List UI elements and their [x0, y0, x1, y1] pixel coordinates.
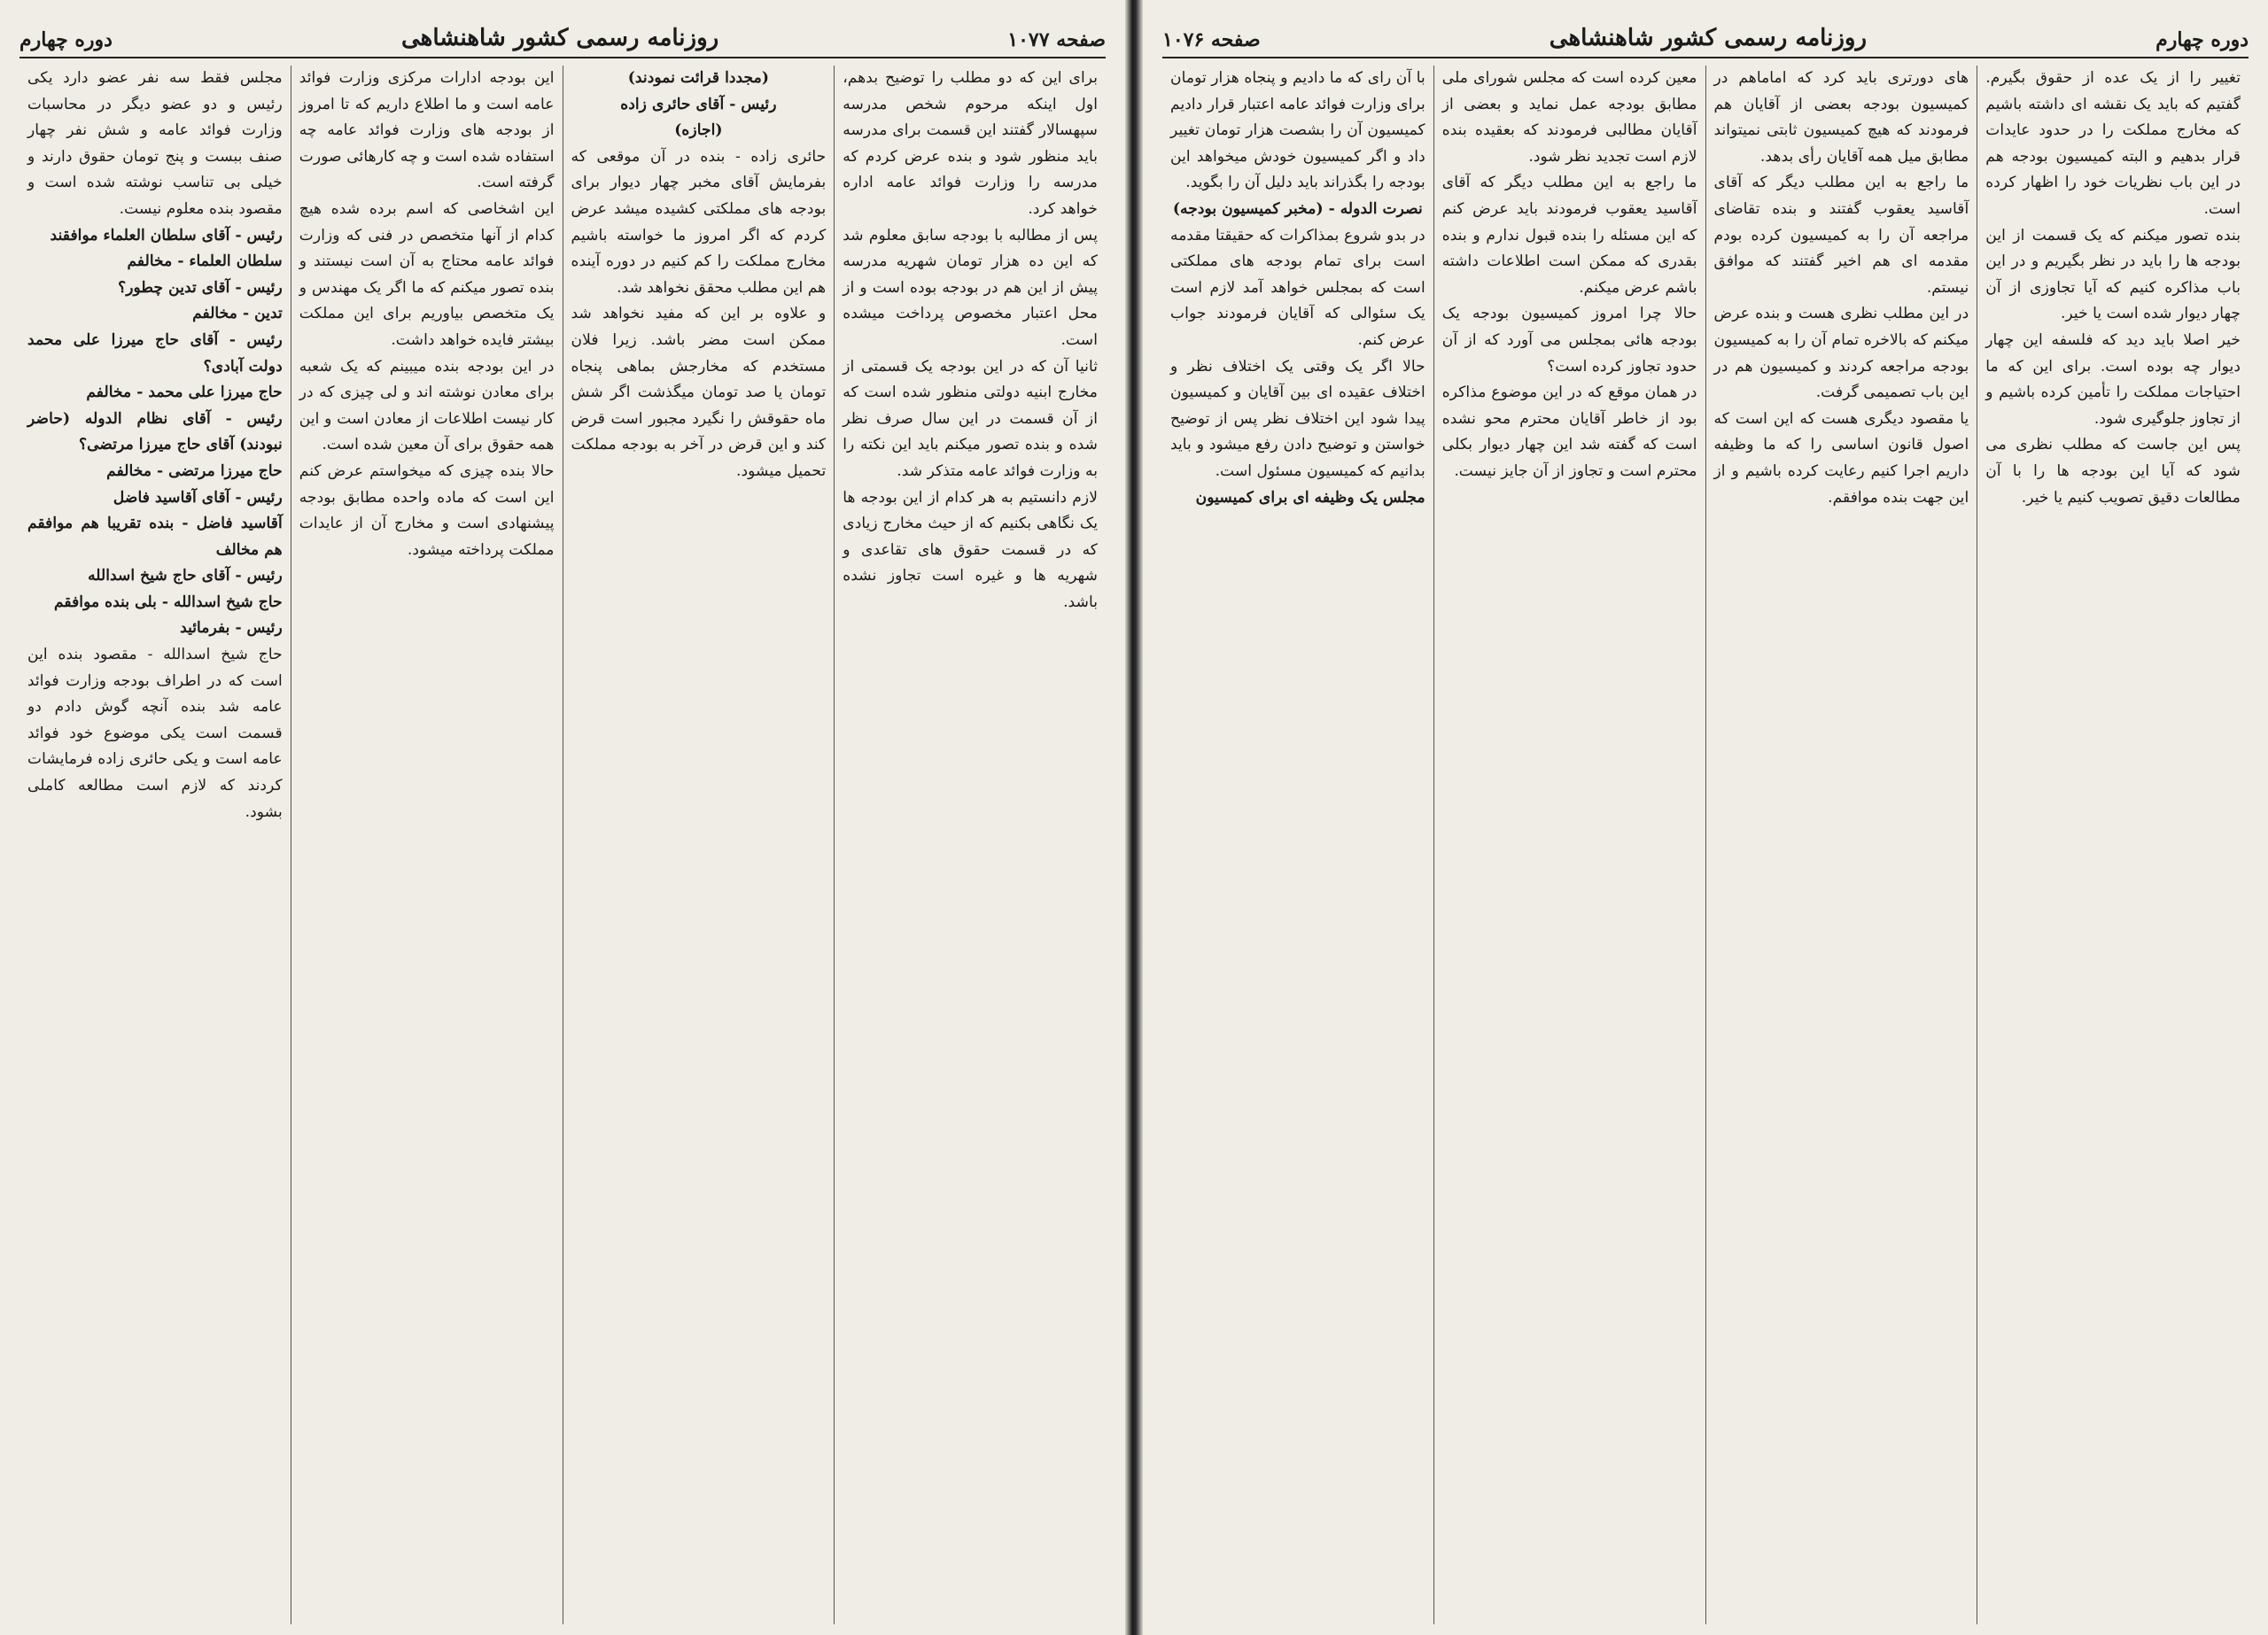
right-period-label: دوره چهارم	[2155, 28, 2249, 51]
paragraph: این اشخاصی که اسم برده شده هیچ کدام از آنها متخصص در فنی که وزارت فوائد عامه محتاج به آن است نیستند و بنده تصور میکنم که ما اگر یک مهندس و یک متخصص بیاوریم برای این مملکت بیشتر فایده خواهد داشت.	[299, 199, 555, 349]
left-page	[0, 0, 1125, 1635]
speaker-line: رئیس - آقای حائری زاده	[620, 95, 777, 113]
right-page-header	[1162, 16, 2249, 58]
vote-line: رئیس - آقای نظام الدوله (حاضر نبودند) آقای حاج میرزا مرتضی؟	[27, 409, 283, 454]
speaker-line: نصرت الدوله - (مخبر کمیسیون بودجه)	[1172, 199, 1423, 218]
vote-line: رئیس - آقای آقاسید فاضل	[113, 488, 283, 507]
vote-line: رئیس - بفرمائید	[180, 619, 283, 638]
paragraph: با آن رای که ما دادیم و پنجاه هزار تومان برای وزارت فوائد عامه اعتبار قرار دادیم کمیسیون آن را بشصت هزار تومان تغییر داد و اگر کمیسیون خودش میخواهد این بودجه را بگذراند باید دلیل آن را بگوید.	[1170, 69, 1425, 192]
paragraph: پس این جاست که مطلب نظری می شود که آیا این بودجه ها را با آن مطالعات دقیق تصویب کنیم یا خیر.	[1985, 436, 2241, 507]
paragraph: حالا بنده چیزی که میخواستم عرض کنم این است که ماده واحده مطابق بودجه پیشنهادی است و مخارج آن از عایدات مملکت پرداخته میشود.	[299, 461, 555, 559]
paragraph: و علاوه بر این که مفید نخواهد شد ممکن است مضر باشد. زیرا فلان مستخدم که مخارجش بماهی پنجاه تومان یا صد تومان میگذشت اگر شش ماه حقوقش را نگیرد مجبور است قرض کند و این قرض در آخر به بودجه مملکت تحمیل میشود.	[571, 305, 827, 480]
vote-line: حاج شیخ اسدالله - بلی بنده موافقم	[53, 593, 283, 611]
vote-line: حاج میرزا مرتضی - مخالفم	[106, 461, 283, 480]
paragraph: تغییر را از یک عده از حقوق بگیرم. گفتیم که باید یک نقشه ای داشته باشیم که مخارج مملکت را در حدود عایدات قرار بدهیم و البته کمیسیون بودجه هم در این باب نظریات خود را اظهار کرده است.	[1985, 69, 2241, 218]
paragraph: پس از مطالبه با بودجه سابق معلوم شد که این ده هزار تومان شهریه مدرسه پیش از این هم در بودجه بوده است و از محل اعتبار مخصوص پرداخت میشده است.	[843, 226, 1098, 349]
paragraph: یا مقصود دیگری هست که این است که اصول قانون اساسی را که ما وظیفه داریم اجرا کنیم رعایت کرده باشیم و از این جهت بنده موافقم.	[1713, 409, 1969, 507]
paragraph: در این بودجه بنده میبینم که یک شعبه برای معادن نوشته اند و لی چیزی که در کار نیست اطلاعات از معادن است و این همه حقوق برای آن معین شده است.	[299, 357, 555, 454]
paragraph: حالا اگر یک وقتی یک اختلاف نظر و اختلاف عقیده ای بین آقایان و کمیسیون پیدا شود این اختلاف نظر پس از توضیح خواستن و توضیح دادن رفع میشود و باید بدانیم که کمیسیون مسئول است.	[1170, 357, 1425, 480]
paragraph: ثانیا آن که در این بودجه یک قسمتی از مخارج ابنیه دولتی منظور شده است که از آن قسمت در این سال صرف نظر شده و بنده تصور میکنم باید این نکته را به وزارت فوائد عامه متذکر شد.	[843, 357, 1098, 480]
left-column-3	[291, 66, 563, 1624]
right-columns	[1162, 66, 2249, 1624]
right-page	[1143, 0, 2268, 1635]
paragraph: حاج شیخ اسدالله - مقصود بنده این است که در اطراف بودجه وزارت فوائد عامه شد بنده آنچه گوش دادم دو قسمت است یکی موضوع خود فوائد عامه است و یکی حائری زاده فرمایشات کردند که لازم است مطالعه کاملی بشود.	[27, 646, 283, 821]
right-column-1	[1977, 66, 2249, 1624]
paragraph: ما راجع به این مطلب دیگر که آقای آقاسید یعقوب گفتند و بنده تقاضای مراجعه آن را به کمیسیون کرده بودم مقدمه ای هم اخیر گفتند که موافق نیستم.	[1713, 174, 1969, 297]
paragraph: های دورتری باید کرد که اماماهم در کمیسیون بودجه بعضی از آقایان هم فرمودند که هیچ کمیسیون ثابتی نمیتواند مطابق میل همه آقایان رأی بدهد.	[1713, 69, 1969, 166]
paragraph: معین کرده است که مجلس شورای ملی مطابق بودجه عمل نماید و بعضی از آقایان مطالبی فرمودند که بعقیده بنده لازم است تجدید نظر شود.	[1441, 69, 1697, 166]
paragraph: در بدو شروع بمذاکرات که حقیقتا مقدمه است برای تمام بودجه های مملکتی است که بمجلس خواهد آمد لازم است یک سئوالی که آقایان فرمودند جواب عرض کنم.	[1170, 226, 1425, 349]
paragraph: لازم دانستیم به هر کدام از این بودجه ها یک نگاهی بکنیم که از حیث مخارج زیادی که در قسمت حقوق های تقاعدی و شهریه ها و غیره است تجاوز نشده باشد.	[843, 488, 1098, 611]
paragraph: ما راجع به این مطلب دیگر که آقای آقاسید یعقوب فرمودند باید عرض کنم که این مسئله را بنده قبول ندارم و بنده بقدری که ممکن است اطلاعات داشته باشم عرض میکنم.	[1441, 174, 1697, 297]
vote-line: سلطان العلماء - مخالفم	[127, 252, 283, 271]
vote-line: تدین - مخالفم	[192, 305, 283, 323]
vote-line: رئیس - آقای حاج میرزا علی محمد دولت آبادی؟	[27, 330, 283, 376]
left-columns	[19, 66, 1106, 1624]
stage-note: (مجددا قرائت نمودند)	[627, 69, 769, 87]
left-newspaper-title: روزنامه رسمی کشور شاهنشاهی	[400, 25, 719, 51]
paragraph: خیر اصلا باید دید که فلسفه این چهار دیوار چه بوده است. برای این که ما احتیاجات مملکت را تأمین کرده باشیم و از تجاوز جلوگیری شود.	[1985, 330, 2241, 428]
paragraph: بنده تصور میکنم که یک قسمت از این بودجه ها را باید در نظر بگیریم و در این باب مذاکره کنیم که آیا تجاوزی از آن چهار دیوار شده است یا خیر.	[1985, 226, 2241, 323]
vote-line: رئیس - آقای سلطان العلماء موافقند	[50, 226, 283, 244]
left-column-1	[834, 66, 1106, 1624]
stage-note: (اجازه)	[674, 121, 723, 140]
right-column-4	[1162, 66, 1433, 1624]
right-newspaper-title: روزنامه رسمی کشور شاهنشاهی	[1549, 25, 1868, 51]
paragraph: مجلس یک وظیفه ای برای کمیسیون	[1195, 488, 1425, 507]
paragraph: برای این که دو مطلب را توضیح بدهم، اول اینکه مرحوم شخص مدرسه سپهسالار گفتند این قسمت برای مدرسه باید منظور شود و بنده عرض کردم که مدرسه را وزارت فوائد عامه اداره خواهد کرد.	[843, 69, 1098, 218]
right-column-3	[1433, 66, 1705, 1624]
page-gutter	[1125, 0, 1143, 1635]
left-period-label: دوره چهارم	[19, 28, 113, 51]
vote-line: حاج میرزا علی محمد - مخالفم	[86, 384, 283, 402]
paragraph: حائری زاده - بنده در آن موقعی که بفرمایش آقای مخبر چهار دیوار برای بودجه های مملکتی کشیده میشد عرض کردم که اگر امروز ما خواسته باشیم مخارج مملکت را کم کنیم در دوره آینده هم این مطلب محقق نخواهد شد.	[571, 147, 827, 297]
left-column-2	[563, 66, 835, 1624]
right-page-number: صفحه ۱۰۷۶	[1162, 28, 1261, 51]
vote-line: رئیس - آقای حاج شیخ اسدالله	[88, 567, 283, 585]
right-column-2	[1705, 66, 1977, 1624]
vote-line: رئیس - آقای تدین چطور؟	[118, 278, 283, 297]
left-page-header	[19, 16, 1106, 58]
paragraph: در همان موقع که در این موضوع مذاکره بود از خاطر آقایان محترم محو نشده است که گفته شد این چهار دیوار بکلی محترم است و تجاوز از آن جایز نیست.	[1441, 384, 1697, 480]
paragraph: این بودجه ادارات مرکزی وزارت فوائد عامه است و ما اطلاع داریم که تا امروز از بودجه های وزارت فوائد عامه چه استفاده شده است و چه کارهائی صورت گرفته است.	[299, 69, 555, 192]
paragraph: در این مطلب نظری هست و بنده عرض میکنم که بالاخره تمام آن را به کمیسیون بودجه مراجعه کردند و کمیسیون هم در این باب تصمیمی گرفت.	[1713, 305, 1969, 402]
vote-line: آقاسید فاضل - بنده تقریبا هم موافقم هم مخالف	[27, 515, 283, 559]
left-page-number: صفحه ۱۰۷۷	[1007, 28, 1106, 51]
left-column-4	[19, 66, 291, 1624]
paragraph: حالا چرا امروز کمیسیون بودجه یک بودجه هائی بمجلس می آورد که از آن حدود تجاوز کرده است؟	[1441, 305, 1697, 376]
paragraph: مجلس فقط سه نفر عضو دارد یکی رئیس و دو عضو دیگر در محاسبات وزارت فوائد عامه و شش نفر چهار صنف ببست و پنج تومان حقوق دارند و خیلی بی تناسب نوشته شده است و مقصود بنده معلوم نیست.	[27, 69, 283, 218]
